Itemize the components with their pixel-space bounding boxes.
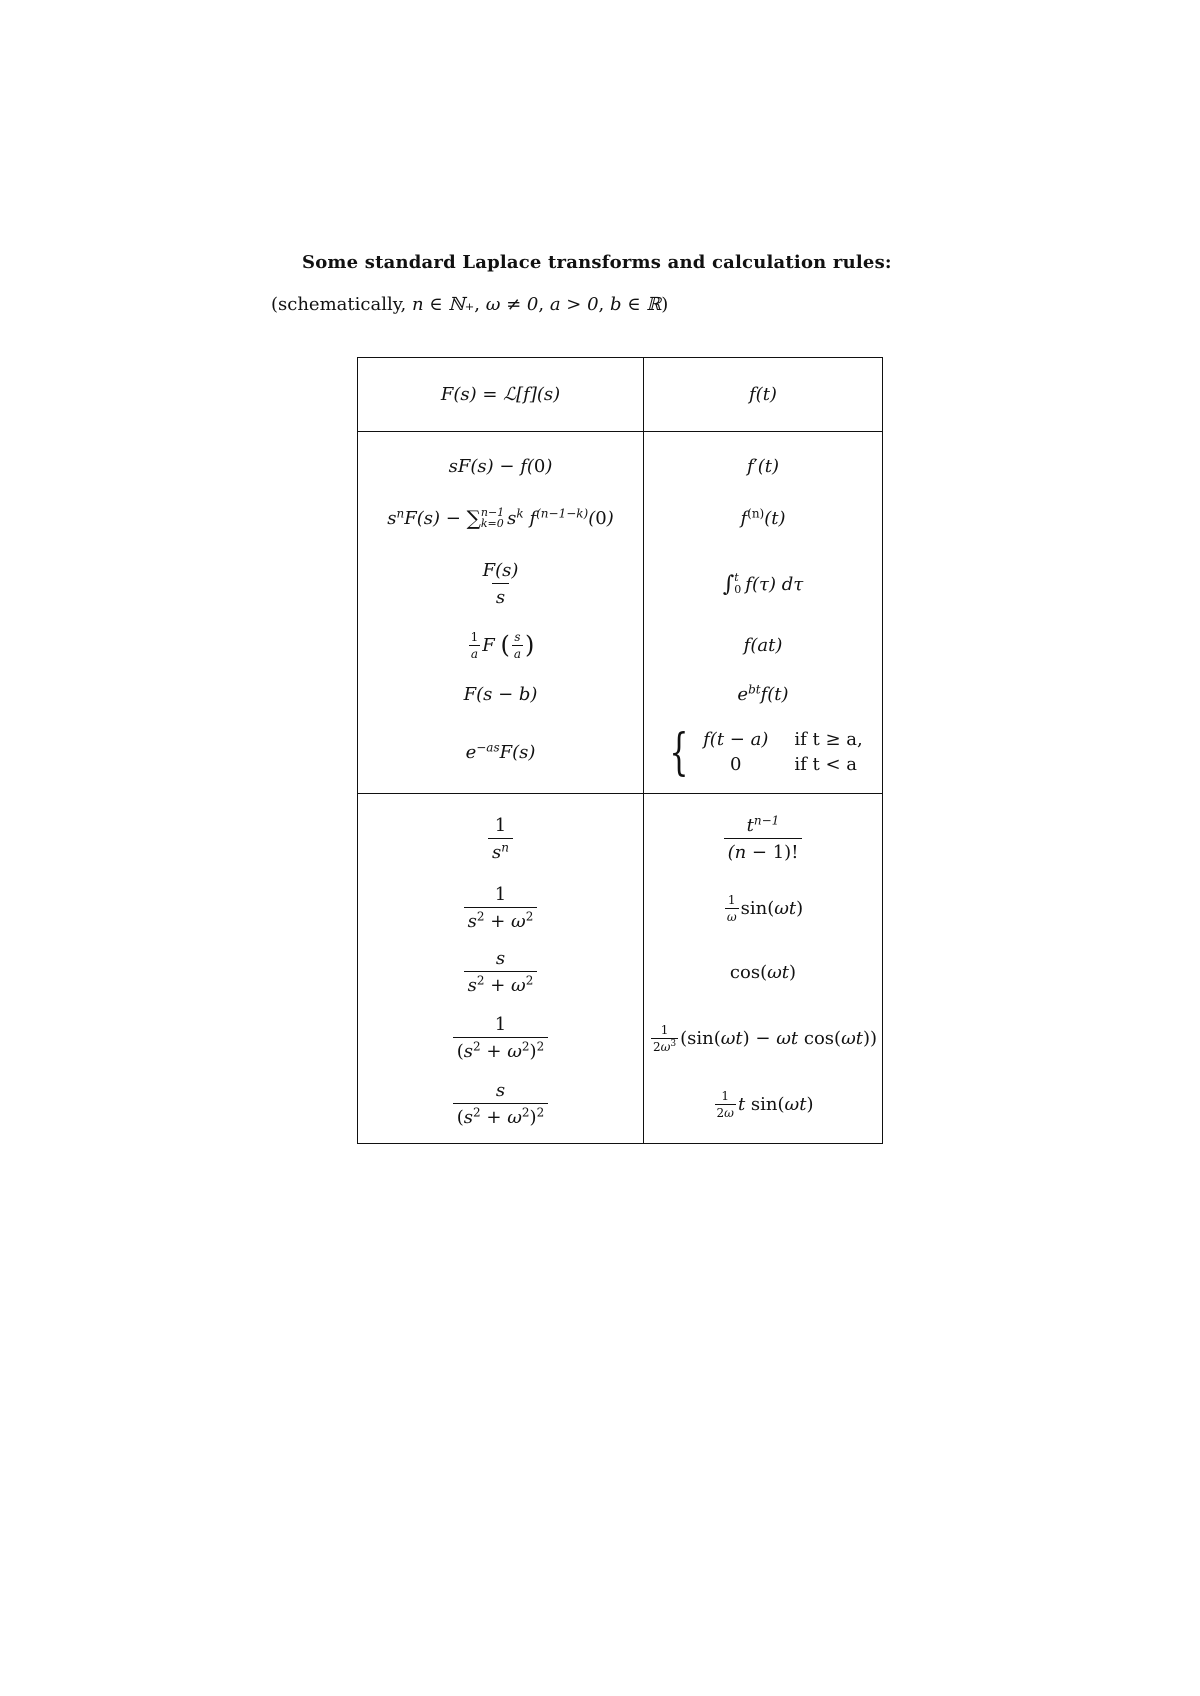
piecewise-definition: { f(t − a) if t ≥ a, 0 if t < a (669, 723, 863, 781)
case-condition-ge: if t ≥ a, (794, 729, 863, 750)
subtitle-prefix: (schematically, (271, 294, 412, 315)
subtitle-n-condition: n ∈ ℕ₊ (411, 294, 475, 315)
rule-derivative-left: sF ( s ) − f ( 0 ) (448, 455, 553, 477)
subtitle-a-condition: a > 0 (549, 294, 599, 315)
subtitle-omega-condition: ω ≠ 0 (485, 294, 539, 315)
transform-power-left: $\frac{1}{s^n}$ (358, 808, 643, 870)
transform-cosine-left: $\frac{s}{s^2 + \omega^2}$ (358, 940, 643, 1004)
transform-sine-right: $\frac{1}{\omega}$ sin( ωt ) (726, 892, 804, 924)
rule-scaling-right: f ( at ) (743, 634, 783, 656)
section-divider (358, 793, 882, 794)
transform-power-right: $\frac{t^{n-1}}{(n - 1)!}$ (644, 808, 882, 870)
rule-nth-derivative-left: $s^nF$ ( s ) − ∑ n−1 k=0 $s^k$ $f^{(n-1-k)}$ ( 0 ) (387, 505, 614, 530)
subtitle-suffix: ) (661, 294, 669, 315)
rule-derivative-right: f ′ ( t ) (746, 455, 780, 477)
rule-shift-s-right: $e^{bt}$ f ( t ) (737, 681, 789, 705)
rule-integral-right: ∫ t 0 f ( τ ) dτ (722, 571, 804, 597)
case-zero-value: 0 (730, 754, 742, 775)
transform-squared-denominator-left: $\frac{1}{(s^2 + \omega^2)^2}$ (358, 1004, 643, 1072)
transform-s-squared-denominator-left: $\frac{s}{(s^2 + \omega^2)^2}$ (358, 1070, 643, 1138)
left-brace: { (669, 723, 689, 781)
laplace-transform-table (357, 357, 883, 1144)
header-left: F(s) = ℒ[f](s) (440, 384, 561, 405)
rule-shift-s-left: F ( s − b ) (463, 683, 538, 705)
transform-sine-left: $\frac{1}{s^2 + \omega^2}$ (358, 876, 643, 940)
page-subtitle: (schematically, n ∈ ℕ₊, ω ≠ 0, a > 0, b ∈ ℝ) (271, 294, 669, 315)
subtitle-b-condition: b ∈ ℝ (610, 294, 662, 315)
rule-integral-left: $\frac{F(s)}{s}$ (482, 560, 519, 608)
rule-shift-t-left: $e^{-as}$ F ( s ) (465, 739, 536, 763)
rule-scaling-left: $\frac{1}{a}$ F ( $\frac{s}{a}$ ) (470, 629, 535, 661)
header-right: f(t) (749, 384, 777, 405)
case-condition-lt: if t < a (794, 754, 857, 775)
transform-cosine-right: cos( ωt ) (729, 961, 797, 983)
rule-nth-derivative-right: $f^{(n)}$ ( t ) (740, 505, 786, 529)
page-title: Some standard Laplace transforms and calculation rules: (302, 252, 892, 273)
transform-squared-denominator-right: $\frac{1}{2\omega^3}$ (sin( ωt ) − ωt cos( ωt )) (652, 1022, 878, 1054)
rule-shift-t-right (644, 720, 882, 784)
transform-s-squared-denominator-right: $\frac{1}{2\omega}$ t sin( ωt ) (716, 1088, 814, 1120)
header-divider (358, 431, 882, 432)
